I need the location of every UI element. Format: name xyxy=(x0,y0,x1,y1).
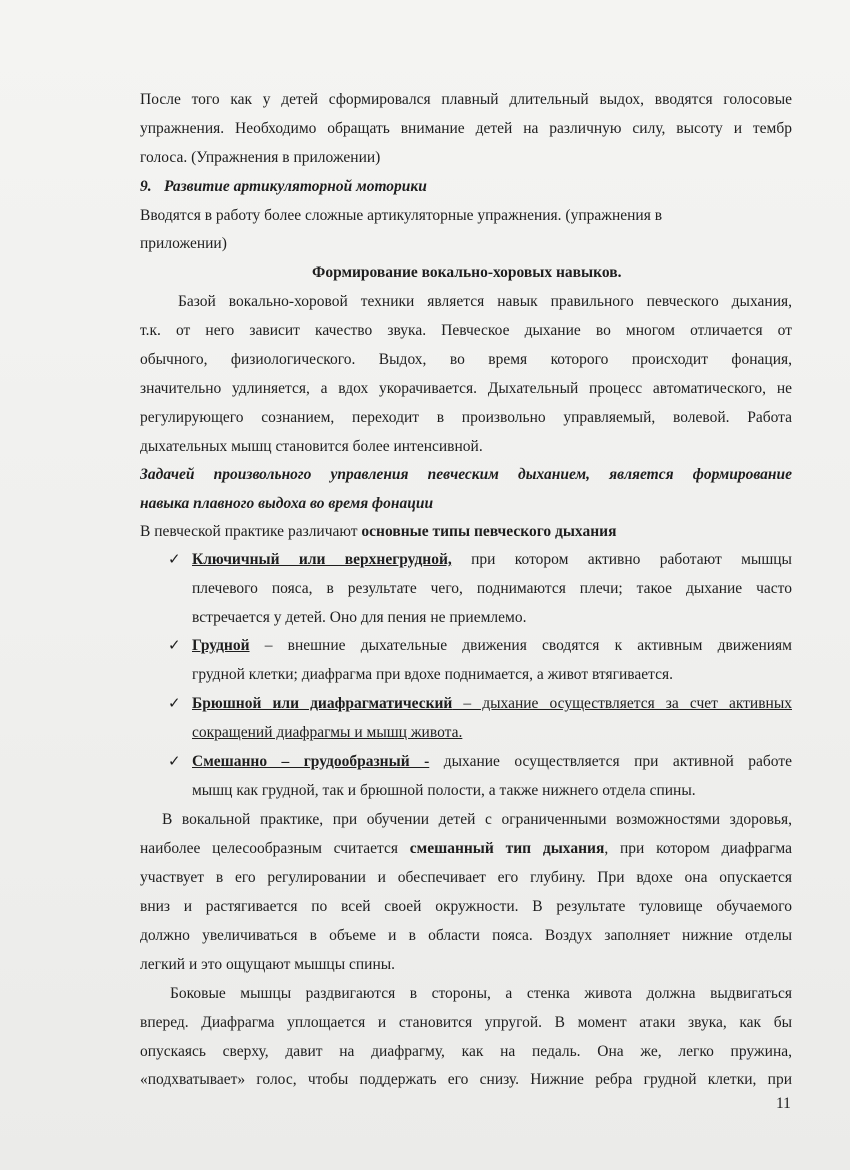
text-line xyxy=(140,522,616,542)
text-line: В вокальной практике, при обучении детей с ограниченными возможностями здоровья, xyxy=(162,811,792,828)
types-heading: основные типы певческого дыхания xyxy=(361,523,617,540)
text-emphasis: смешанный тип дыхания xyxy=(409,840,605,857)
bullet-text: дыхание осуществляется при активной работе xyxy=(429,753,792,770)
task-line: навыка плавного выдоха во время фонации xyxy=(140,495,434,512)
page-title: Формирование вокально-хоровых навыков. xyxy=(312,264,622,281)
text-line: легкий и это ощущают мышцы спины. xyxy=(140,956,396,973)
text-line: должно увеличиваться в объеме и в области пояса. Воздух заполняет нижние отделы xyxy=(140,927,792,944)
text-line: дыхательных мышц становится более интенсивной. xyxy=(140,438,483,455)
bullet-line xyxy=(192,694,792,716)
text-line: участвует в его регулировании и обеспечивает его глубину. При вдохе она опускается xyxy=(140,869,792,886)
text-line: значительно удлиняется, а вдох укорачивается. Дыхательный процесс автоматического, не xyxy=(140,380,792,397)
section-heading: Развитие артикуляторной моторики xyxy=(164,178,427,195)
text-line: Боковые мышцы раздвигаются в стороны, а стенка живота должна выдвигаться xyxy=(170,985,792,1002)
bullet-term: Ключичный или верхнегрудной, xyxy=(192,551,452,568)
bullet-term: Смешанно – грудообразный - xyxy=(192,753,430,770)
task-line: Задачей произвольного управления певческим дыханием, является формирование xyxy=(140,466,792,483)
text-line: упражнения. Необходимо обращать внимание детей на различную силу, высоту и тембр xyxy=(140,120,792,137)
section-heading-number: 9. xyxy=(140,178,152,195)
text-line: вперед. Диафрагма уплощается и становится упругой. В момент атаки звука, как бы xyxy=(140,1014,792,1031)
text-line: опускаясь сверху, давит на диафрагму, как на педаль. Она же, легко пружина, xyxy=(140,1043,792,1060)
bullet-text: – дыхание осуществляется за счет активных xyxy=(452,695,792,712)
bullet-line: плечевого пояса, в результате чего, поднимаются плечи; такое дыхание часто xyxy=(192,580,792,597)
bullet-term: Грудной xyxy=(192,637,250,654)
checkmark-icon: ✓ xyxy=(168,696,181,712)
bullet-line xyxy=(192,636,792,658)
bullet-text: при котором активно работают мышцы xyxy=(451,551,792,568)
text-line: вниз и растягивается по всей своей окружности. В результате туловище обучаемого xyxy=(140,898,792,915)
text-line: голоса. (Упражнения в приложении) xyxy=(140,149,381,166)
text-line: «подхватывает» голос, чтобы поддержать его снизу. Нижние ребра грудной клетки, при xyxy=(140,1071,792,1088)
bullet-line: сокращений диафрагмы и мышц живота. xyxy=(192,724,463,741)
bullet-text: – внешние дыхательные движения сводятся к активным движениям xyxy=(249,637,792,654)
text-line: приложении) xyxy=(140,235,227,252)
types-intro: В певческой практике различают xyxy=(140,523,362,540)
bullet-line: мышц как грудной, так и брюшной полости, а также нижнего отдела спины. xyxy=(192,782,696,799)
bullet-line xyxy=(192,752,792,774)
checkmark-icon: ✓ xyxy=(168,638,181,654)
text-fragment: , при котором диафрагма xyxy=(604,840,792,857)
text-line: т.к. от него зависит качество звука. Певческое дыхание во многом отличается от xyxy=(140,322,792,339)
text-line: регулирующего сознанием, переходит в произвольно управляемый, волевой. Работа xyxy=(140,409,792,426)
bullet-line: грудной клетки; диафрагма при вдохе поднимается, а живот втягивается. xyxy=(192,666,673,683)
text-fragment: наиболее целесообразным считается xyxy=(140,840,410,857)
page-number: 11 xyxy=(776,1095,791,1112)
bullet-line xyxy=(192,550,792,572)
text-line: После того как у детей сформировался плавный длительный выдох, вводятся голосовые xyxy=(140,91,792,108)
text-line: Базой вокально-хоровой техники является навык правильного певческого дыхания, xyxy=(178,293,792,310)
checkmark-icon: ✓ xyxy=(168,552,181,568)
text-line xyxy=(140,839,792,861)
text-line: Вводятся в работу более сложные артикуляторные упражнения. (упражнения в xyxy=(140,207,663,224)
bullet-line: встречается у детей. Оно для пения не приемлемо. xyxy=(192,609,527,626)
text-line: обычного, физиологического. Выдох, во время которого происходит фонация, xyxy=(140,351,792,368)
checkmark-icon: ✓ xyxy=(168,754,181,770)
bullet-term: Брюшной или диафрагматический xyxy=(192,695,453,712)
